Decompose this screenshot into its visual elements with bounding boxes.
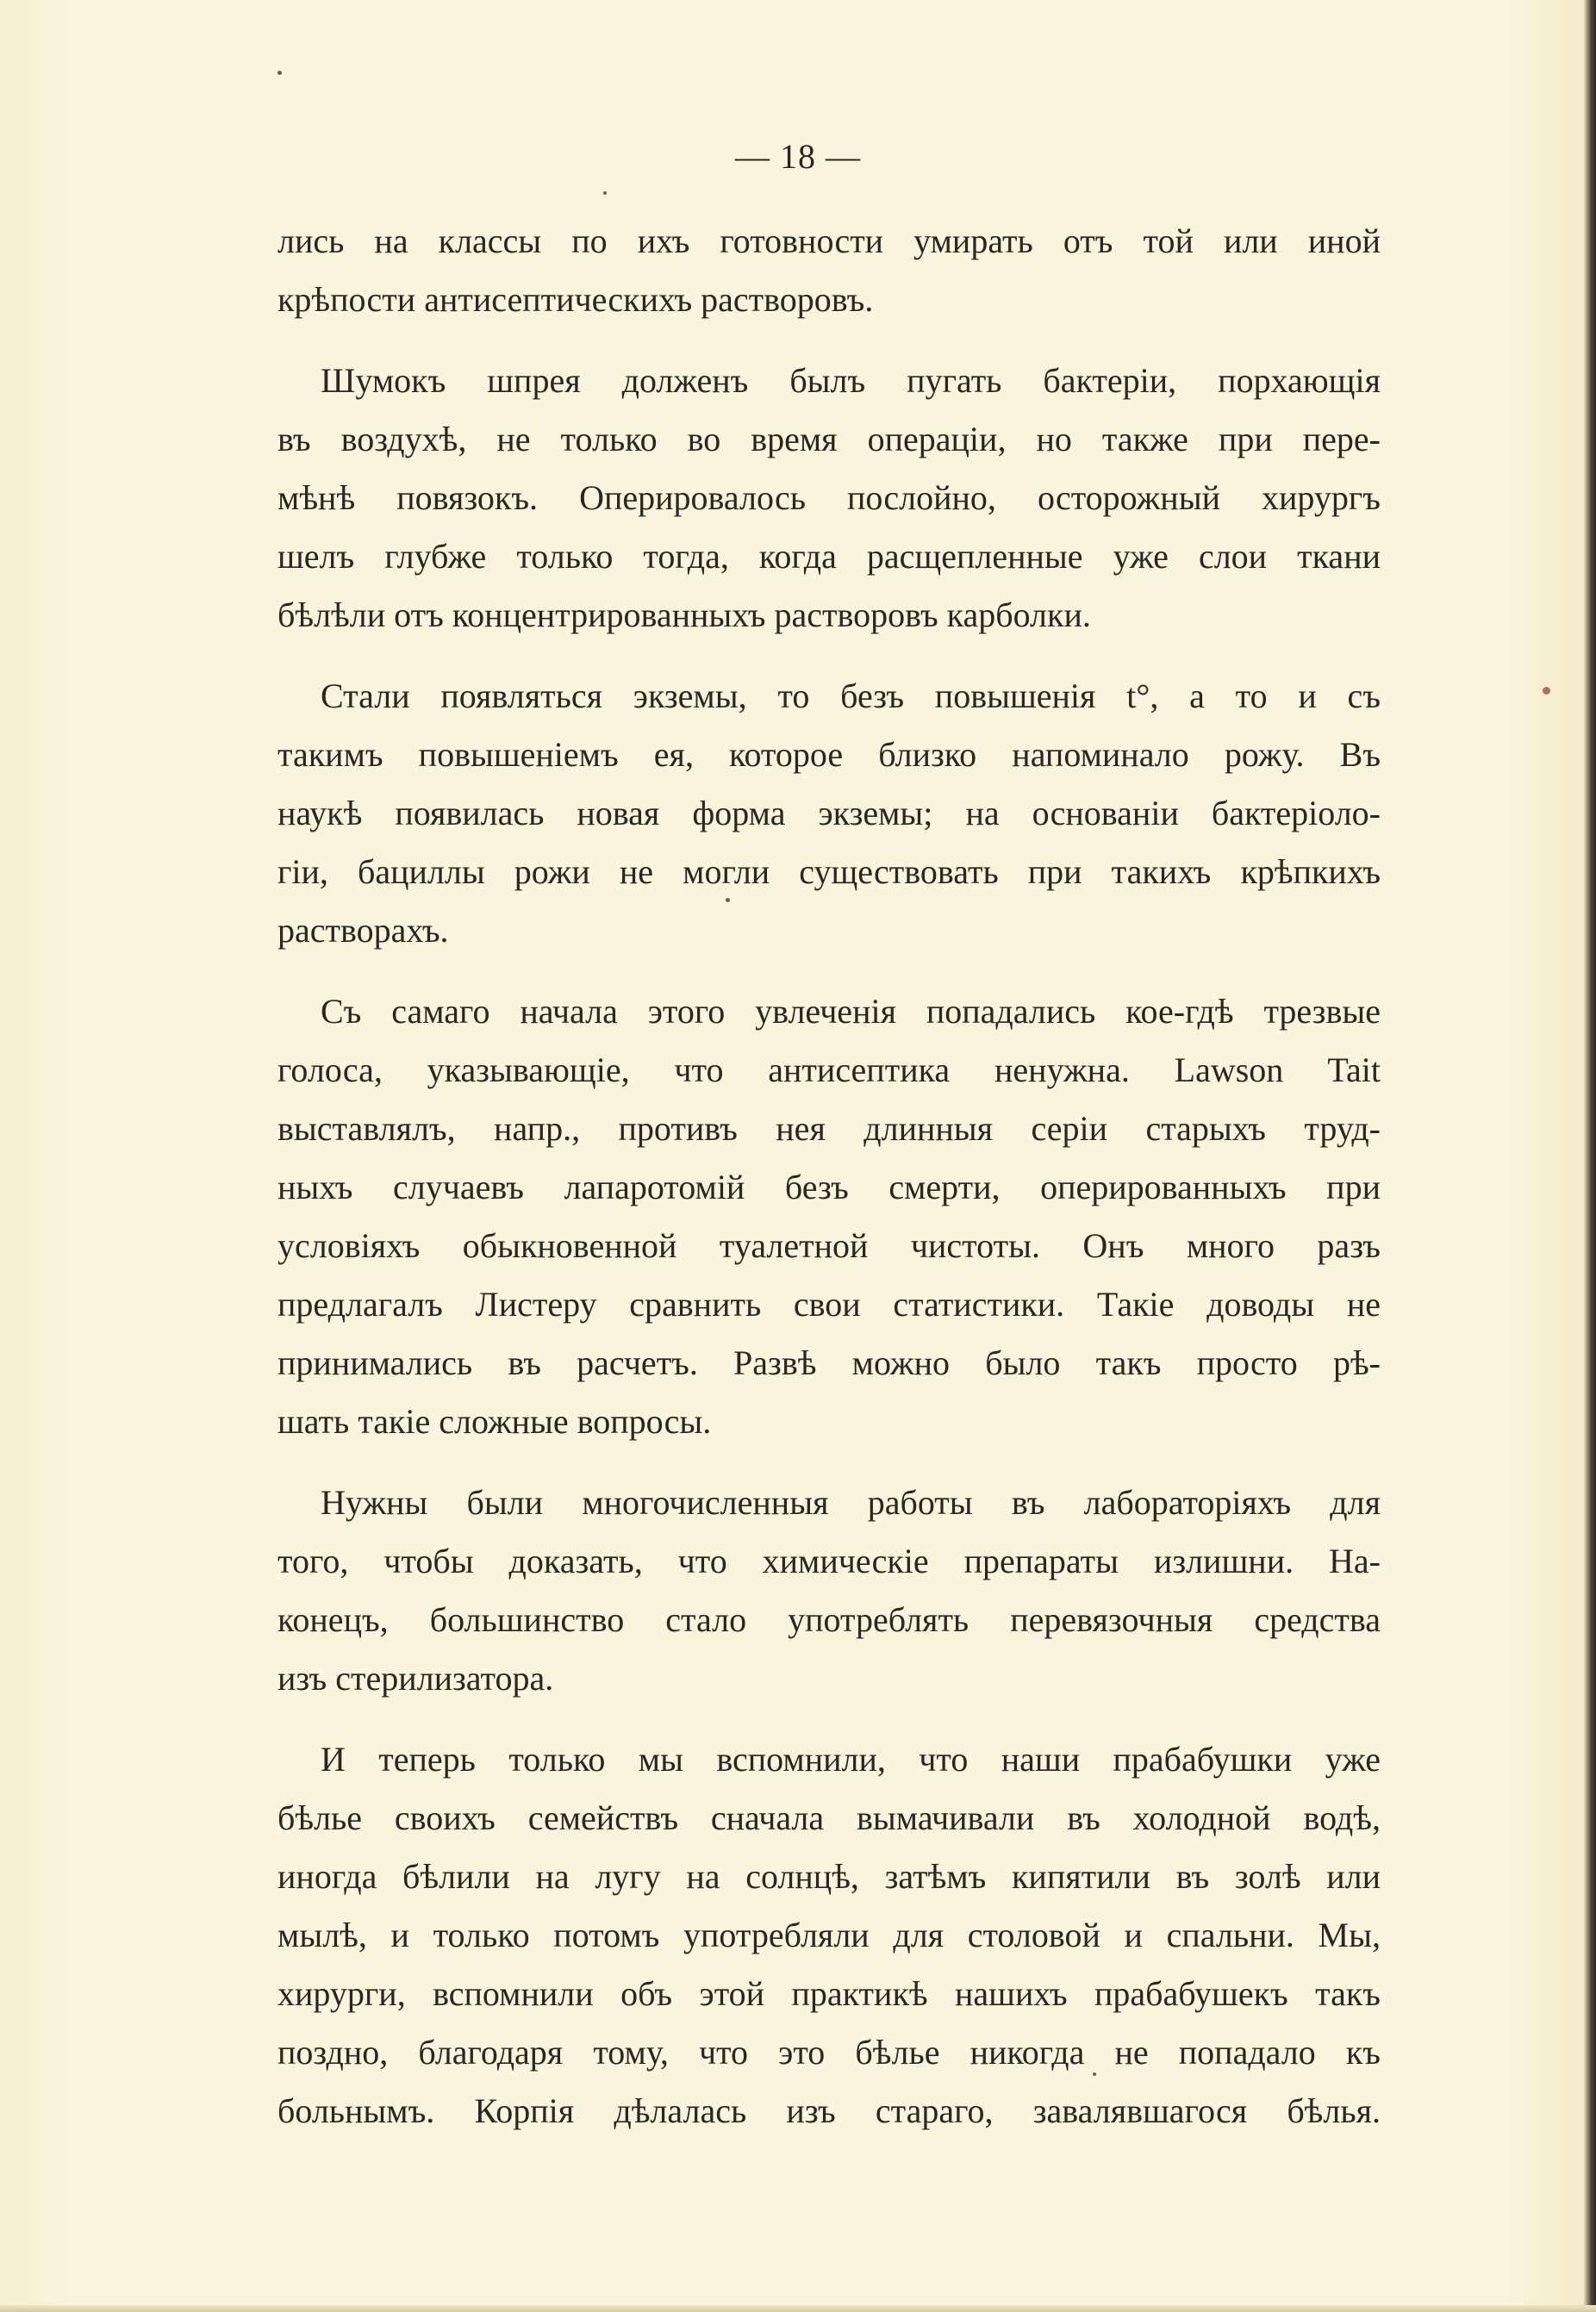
text-line: въ воздухѣ, не только во время операціи, но также при пере- [277,420,1381,458]
text-line: шелъ глубже только тогда, когда расщепленные уже слои ткани [277,537,1381,576]
text-line: мѣнѣ повязокъ. Оперировалось послойно, осторожный хирургъ [277,478,1381,517]
text-line: поздно, благодаря тому, что это бѣлье никогда не попадало къ [277,2033,1381,2072]
text-line: предлагалъ Листеру сравнить свои статистики. Такіе доводы не [277,1285,1381,1324]
text-line: наукѣ появилась новая форма экземы; на основаніи бактеріоло- [277,794,1381,832]
text-line: Стали появляться экземы, то безъ повышенія t°, а то и съ [321,676,1381,715]
text-line: Съ самаго начала этого увлеченія попадались кое-гдѣ трезвые [321,992,1381,1031]
print-speck [603,191,607,195]
text-line: условіяхъ обыкновенной туалетной чистоты. Онъ много разъ [277,1226,1381,1265]
paragraph-5 [277,1474,1381,1708]
print-speck [277,71,282,75]
text-line: того, чтобы доказать, что химическіе препараты излишни. На- [277,1542,1381,1580]
text-line: гіи, бациллы рожи не могли существовать при такихъ крѣпкихъ [277,852,1381,891]
body-text [277,212,1381,2163]
text-line: конецъ, большинство стало употреблять перевязочныя средства [277,1600,1381,1639]
text-line: принимались въ расчетъ. Развѣ можно было такъ просто рѣ- [277,1343,1381,1382]
text-line: И теперь только мы вспомнили, что наши прабабушки уже [321,1740,1381,1779]
text-line: крѣпости антисептическихъ растворовъ. [277,280,874,319]
print-speck [1543,687,1550,695]
text-line: иногда бѣлили на лугу на солнцѣ, затѣмъ кипятили въ золѣ или [277,1857,1381,1896]
text-line: Нужны были многочисленныя работы въ лабораторіяхъ для [321,1483,1381,1522]
text-line: ныхъ случаевъ лапаротомій безъ смерти, оперированныхъ при [277,1168,1381,1206]
text-line: бѣлье своихъ семействъ сначала вымачивали въ холодной водѣ, [277,1798,1381,1837]
text-line: шать такіе сложные вопросы. [277,1402,712,1441]
text-line: Шумокъ шпрея долженъ былъ пугать бактеріи, порхающія [321,361,1381,400]
paragraph-1 [277,212,1381,329]
page-number: — 18 — [735,137,861,176]
text-line: растворахъ. [277,911,449,950]
paragraph-4 [277,982,1381,1451]
paragraph-2 [277,352,1381,645]
text-line: больнымъ. Корпія дѣлалась изъ стараго, завалявшагося бѣлья. [277,2091,1381,2130]
text-line: голоса, указывающіе, что антисептика ненужна. Lawson Tait [277,1050,1381,1089]
text-line: лись на классы по ихъ готовности умирать отъ той или иной [277,221,1381,260]
text-line: такимъ повышеніемъ ея, которое близко напоминало рожу. Въ [277,735,1381,774]
text-line: хирурги, вспомнили объ этой практикѣ нашихъ прабабушекъ такъ [277,1974,1381,2013]
text-line: изъ стерилизатора. [277,1659,554,1698]
paragraph-6 [277,1730,1381,2141]
page-right-edge [1584,0,1596,2312]
page-bottom-edge [0,2305,1596,2312]
text-line: бѣлѣли отъ концентрированныхъ растворовъ карболки. [277,595,1091,634]
text-line: мылѣ, и только потомъ употребляли для столовой и спальни. Мы, [277,1916,1381,1954]
text-line: выставлялъ, напр., противъ нея длинныя серіи старыхъ труд- [277,1109,1381,1148]
paragraph-3 [277,667,1381,960]
